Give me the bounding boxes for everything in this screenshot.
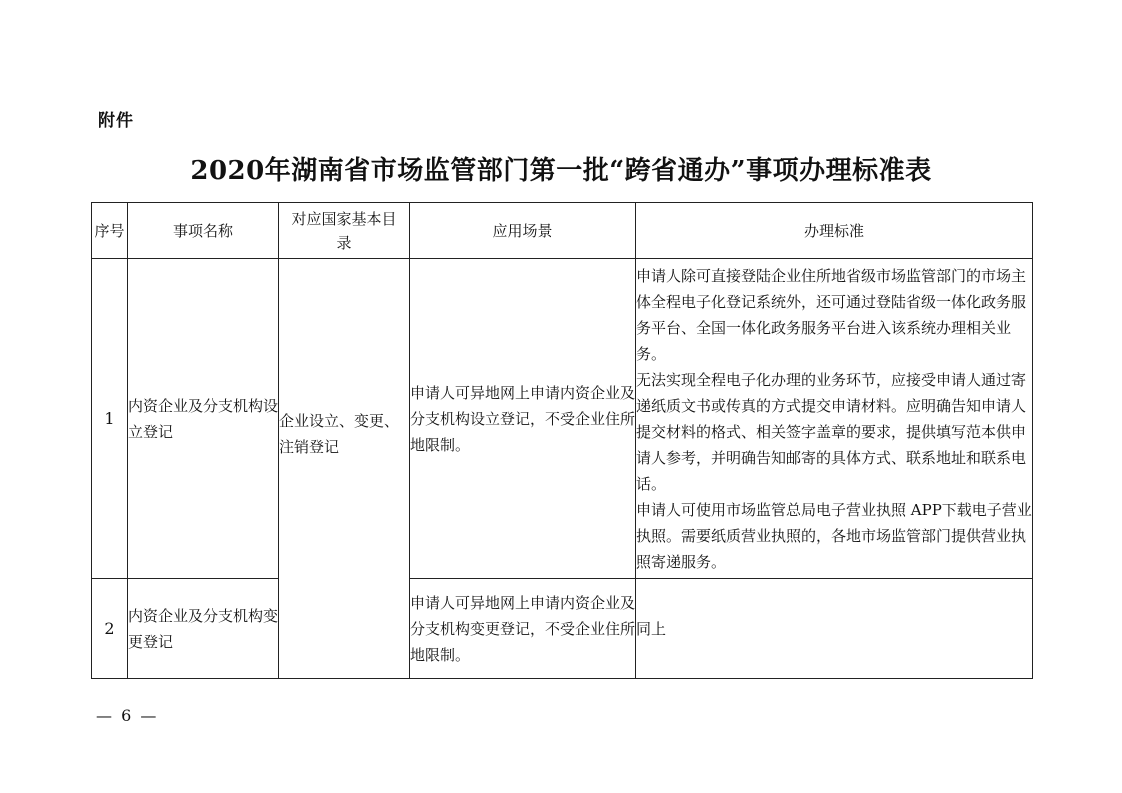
standards-table	[91, 202, 1033, 679]
standard-text	[636, 259, 1033, 579]
item-name: 内资企业及分支机构设立登记	[128, 259, 279, 579]
page-number: — 6 —	[96, 706, 159, 725]
header-item-name: 事项名称	[128, 203, 279, 259]
table-row	[92, 579, 1033, 679]
header-scenario: 应用场景	[410, 203, 636, 259]
attachment-label: 附件	[98, 111, 134, 131]
catalog-entry: 企业设立、变更、注销登记	[279, 259, 410, 679]
item-name: 内资企业及分支机构变更登记	[128, 579, 279, 679]
scenario-text: 申请人可异地网上申请内资企业及分支机构变更登记，不受企业住所地限制。	[410, 579, 636, 679]
document-title: 2020年湖南省市场监管部门第一批“跨省通办”事项办理标准表	[190, 156, 932, 186]
header-number: 序号	[92, 203, 128, 259]
row-number: 2	[92, 579, 128, 679]
header-standard: 办理标准	[636, 203, 1033, 259]
standard-paragraph: 申请人除可直接登陆企业住所地省级市场监管部门的市场主体全程电子化登记系统外，还可通过登陆省级一体化政务服务平台、全国一体化政务服务平台进入该系统办理相关业务。	[636, 266, 1027, 363]
standard-paragraph: 申请人可使用市场监管总局电子营业执照 APP下载电子营业执照。需要纸质营业执照的，各地市场监管部门提供营业执照寄递服务。	[636, 500, 1032, 571]
table-row	[92, 259, 1033, 579]
row-number: 1	[92, 259, 128, 579]
standard-paragraph: 无法实现全程电子化办理的业务环节，应接受申请人通过寄递纸质文书或传真的方式提交申请材料。应明确告知申请人提交材料的格式、相关签字盖章的要求，提供填写范本供申请人参考，并明确告知邮寄的具体方式、联系地址和联系电话。	[636, 370, 1027, 493]
scenario-text: 申请人可异地网上申请内资企业及分支机构设立登记，不受企业住所地限制。	[410, 259, 636, 579]
header-catalog: 对应国家基本目录	[279, 203, 410, 259]
standard-text: 同上	[636, 579, 1033, 679]
table-header-row	[92, 203, 1033, 259]
